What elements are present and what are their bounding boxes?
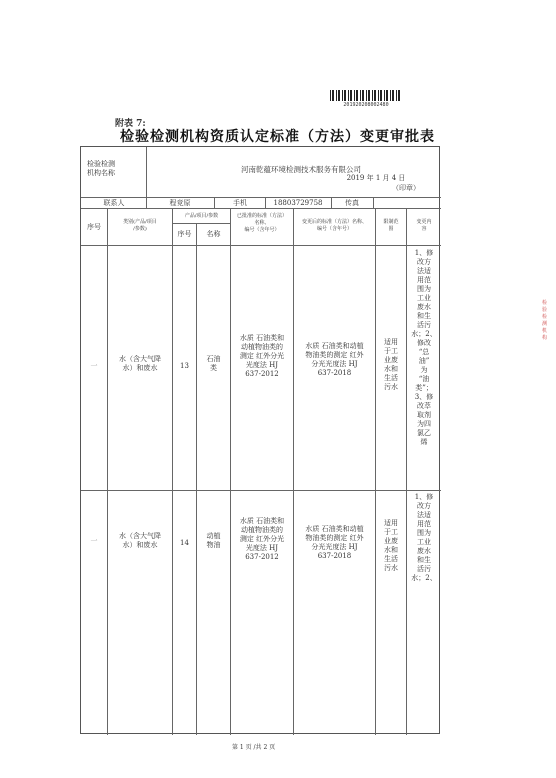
table-row-change-content: 1、修 改方 法适 用范 围为 工业 废水 和生 活污 水；2、 修改 “总 油” 为 “油 类”； 3、修 改萃 取剂 为四 氯乙 烯 [411,249,437,446]
org-name-label: 检验检测 机构名称 [87,160,115,177]
header-sub-name: 名称 [206,230,221,238]
table-row-sub-seq: 13 [180,362,189,370]
barcode-number: 201920208002480 [343,102,389,108]
appendix-label: 附表 7: [115,119,146,129]
org-seal: （印章） [392,184,420,192]
table-row-seq: 一 [90,537,98,545]
header-product-group: 产品/项目/参数 [184,213,219,219]
table-row-sub-seq: 14 [180,539,189,547]
fax-label: 传真 [345,199,359,207]
table-row-old-standard: 水质 石油类和 动植物油类的 测定 红外分光 光度法 HJ 637-2012 [239,517,285,561]
table-row-old-standard: 水质 石油类和 动植物油类的 测定 红外分光 光度法 HJ 637-2012 [239,334,285,378]
header-category: 类别(产品/项目 /参数) [123,219,157,232]
header-limit: 限制范 围 [383,219,399,232]
table-row-category: 水（含大气降 水）和废水 [119,355,161,372]
table-row-seq: 一 [90,362,98,370]
phone-number: 18803729758 [273,199,323,207]
page-footer: 第 1 页 /共 2 页 [232,744,276,751]
barcode [330,90,400,101]
page-title: 检验检测机构资质认定标准（方法）变更审批表 [120,129,435,145]
header-seq: 序号 [87,223,101,231]
table-row-name: 石油 类 [206,355,221,372]
table-row-limit: 适用 于工 业废 水和 生活 污水 [384,338,398,391]
org-date: 2019 年 1 月 4 日 [346,174,406,182]
header-sub-seq: 序号 [177,230,192,238]
table-row-limit: 适用 于工 业废 水和 生活 污水 [384,519,398,572]
table-row-new-standard: 水质 石油类和动植 物油类的测定 红外 分光光度法 HJ 637-2018 [305,525,364,560]
contact-person: 程竞原 [169,199,191,207]
header-old-standard: 已批准的标准（方法） 名称、 编号（含年号） [236,213,287,233]
org-name: 河南乾蕴环境检测技术服务有限公司 [241,165,361,174]
edge-stamp: 检验检测机构 [542,300,548,341]
table-row-new-standard: 水质 石油类和动植 物油类的测定 红外 分光光度法 HJ 637-2018 [305,342,364,377]
approval-table [80,146,440,734]
contact-person-label: 联系人 [103,199,125,207]
header-new-standard: 变更后的标准（方法）名称、 编号（含年号） [301,219,367,232]
phone-label: 手机 [233,199,247,207]
header-change-content: 变更内 容 [416,219,432,232]
table-row-category: 水（含大气降 水）和废水 [119,532,161,549]
table-row-change-content: 1、修 改方 法适 用范 围为 工业 废水 和生 活污 水；2、 [411,493,437,582]
table-row-name: 动植 物油 [206,532,221,549]
